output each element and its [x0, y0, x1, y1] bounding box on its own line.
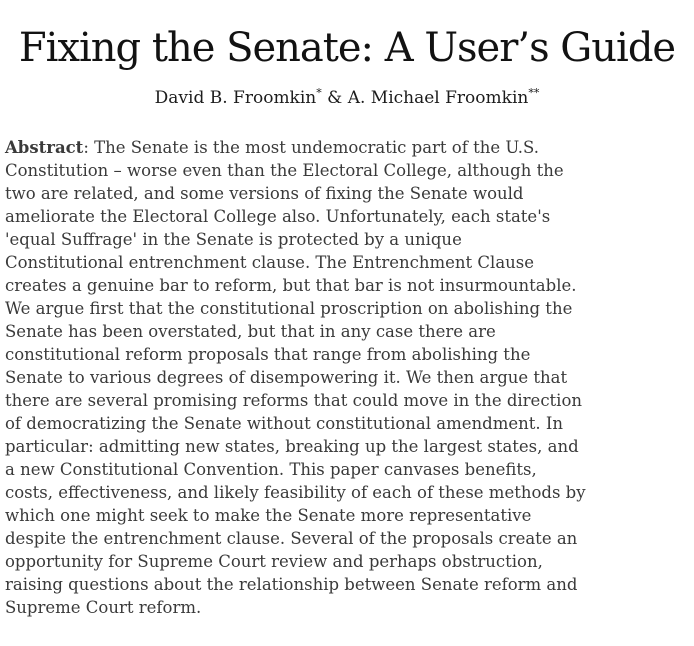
paper-title: Fixing the Senate: A User’s Guide [18, 25, 676, 71]
authors-line [0, 88, 694, 108]
abstract-line: particular: admitting new states, breaking up the largest states, and [5, 437, 579, 456]
abstract-line: of democratizing the Senate without constitutional amendment. In [5, 414, 564, 433]
abstract-line: costs, effectiveness, and likely feasibility of each of these methods by [5, 483, 586, 502]
author-1-name: David B. Froomkin [154, 88, 317, 108]
abstract-line: Senate to various degrees of disempowering it. We then argue that [5, 368, 568, 387]
abstract-line: there are several promising reforms that could move in the direction [5, 391, 583, 410]
abstract-line-text: : The Senate is the most undemocratic part of the U.S. [83, 138, 539, 157]
abstract-line: opportunity for Supreme Court review and perhaps obstruction, [5, 552, 543, 571]
abstract-line: a new Constitutional Convention. This paper canvases benefits, [5, 460, 537, 479]
abstract-line: Supreme Court reform. [5, 598, 202, 617]
author-1-footnote-mark: * [316, 86, 322, 100]
abstract-line: creates a genuine bar to reform, but that bar is not insurmountable. [5, 276, 577, 295]
abstract-line [5, 136, 690, 159]
author-2-name: A. Michael Froomkin [347, 88, 529, 108]
abstract-line: raising questions about the relationship between Senate reform and [5, 575, 578, 594]
author-2-footnote-mark: ** [528, 86, 540, 100]
abstract-label: Abstract [5, 138, 84, 157]
abstract-line: despite the entrenchment clause. Several of the proposals create an [5, 529, 578, 548]
abstract-line: two are related, and some versions of fixing the Senate would [5, 184, 524, 203]
abstract-line: Constitutional entrenchment clause. The Entrenchment Clause [5, 253, 535, 272]
abstract-line: We argue first that the constitutional proscription on abolishing the [5, 299, 573, 318]
abstract-line: 'equal Suffrage' in the Senate is protected by a unique [5, 230, 462, 249]
abstract-line: constitutional reform proposals that range from abolishing the [5, 345, 531, 364]
abstract-line: which one might seek to make the Senate more representative [5, 506, 532, 525]
abstract [5, 136, 690, 619]
authors-separator: & [321, 88, 348, 108]
abstract-line: ameliorate the Electoral College also. Unfortunately, each state's [5, 207, 551, 226]
abstract-line: Senate has been overstated, but that in any case there are [5, 322, 496, 341]
abstract-line: Constitution – worse even than the Electoral College, although the [5, 161, 564, 180]
